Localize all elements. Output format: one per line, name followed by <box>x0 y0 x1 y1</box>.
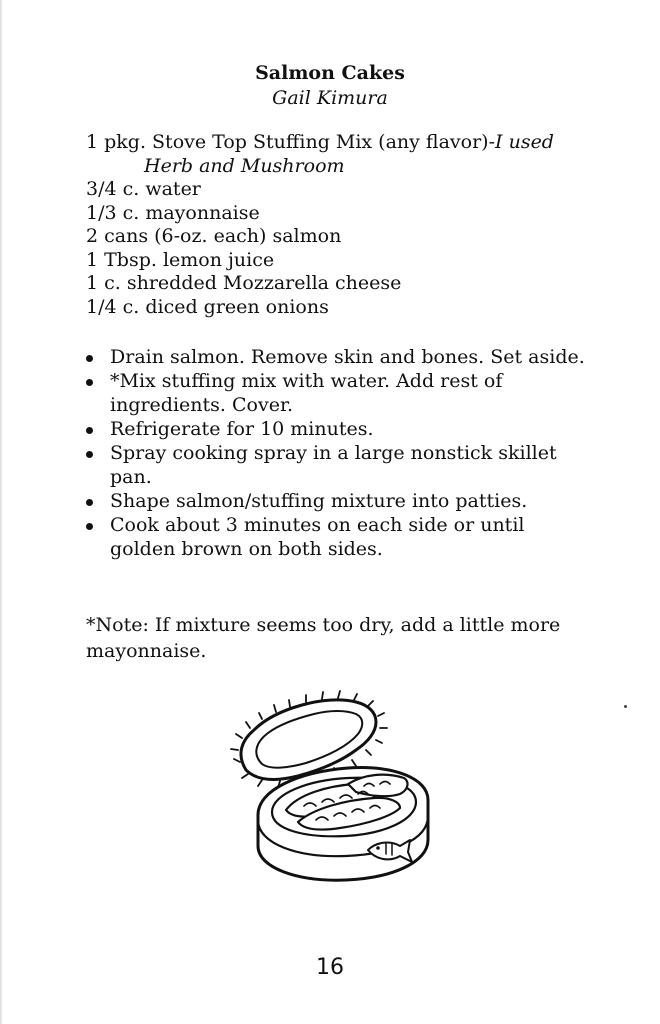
recipe-author: Gail Kimura <box>272 87 388 109</box>
instruction-text: *Mix stuffing mix with water. Add rest of ingredients. Cover. <box>110 370 503 416</box>
scan-speck <box>624 705 627 708</box>
instruction-step <box>84 513 594 561</box>
ingredient-item: 1/4 c. diced green onions <box>86 295 329 318</box>
instruction-step <box>84 489 594 513</box>
instruction-step <box>84 345 594 369</box>
instruction-list <box>84 345 594 561</box>
bullet-icon <box>86 355 93 362</box>
ingredient-item: 1 Tbsp. lemon juice <box>86 248 275 271</box>
ingredient-list <box>86 131 606 319</box>
instruction-text: Shape salmon/stuffing mixture into patties. <box>110 490 528 512</box>
ingredient-note: I used <box>495 131 554 153</box>
bullet-icon <box>86 523 93 530</box>
instruction-text: Drain salmon. Remove skin and bones. Set aside. <box>110 346 585 368</box>
ingredient-text: 1 pkg. Stove Top Stuffing Mix (any flavor)- <box>86 131 496 153</box>
instruction-step <box>84 417 594 441</box>
page-number: 16 <box>316 955 344 980</box>
ingredient-item: 1/3 c. mayonnaise <box>86 201 260 224</box>
instruction-step <box>84 369 594 417</box>
recipe-note: *Note: If mixture seems too dry, add a little more mayonnaise. <box>86 614 561 662</box>
salmon-can-icon <box>228 690 438 890</box>
ingredient-note-continued: Herb and Mushroom <box>144 154 345 177</box>
recipe-title: Salmon Cakes <box>255 62 405 84</box>
instruction-text: Spray cooking spray in a large nonstick skillet pan. <box>110 442 557 488</box>
page-edge <box>0 0 3 1024</box>
instruction-step <box>84 441 594 489</box>
instruction-text: Cook about 3 minutes on each side or until golden brown on both sides. <box>110 514 525 560</box>
bullet-icon <box>86 499 93 506</box>
ingredient-item: 1 c. shredded Mozzarella cheese <box>86 272 402 294</box>
instruction-text: Refrigerate for 10 minutes. <box>110 418 374 440</box>
ingredient-item <box>86 131 606 178</box>
bullet-icon <box>86 451 93 458</box>
ingredient-item: 2 cans (6-oz. each) salmon <box>86 225 342 247</box>
ingredient-item: 3/4 c. water <box>86 178 201 200</box>
bullet-icon <box>86 427 93 434</box>
bullet-icon <box>86 379 93 386</box>
